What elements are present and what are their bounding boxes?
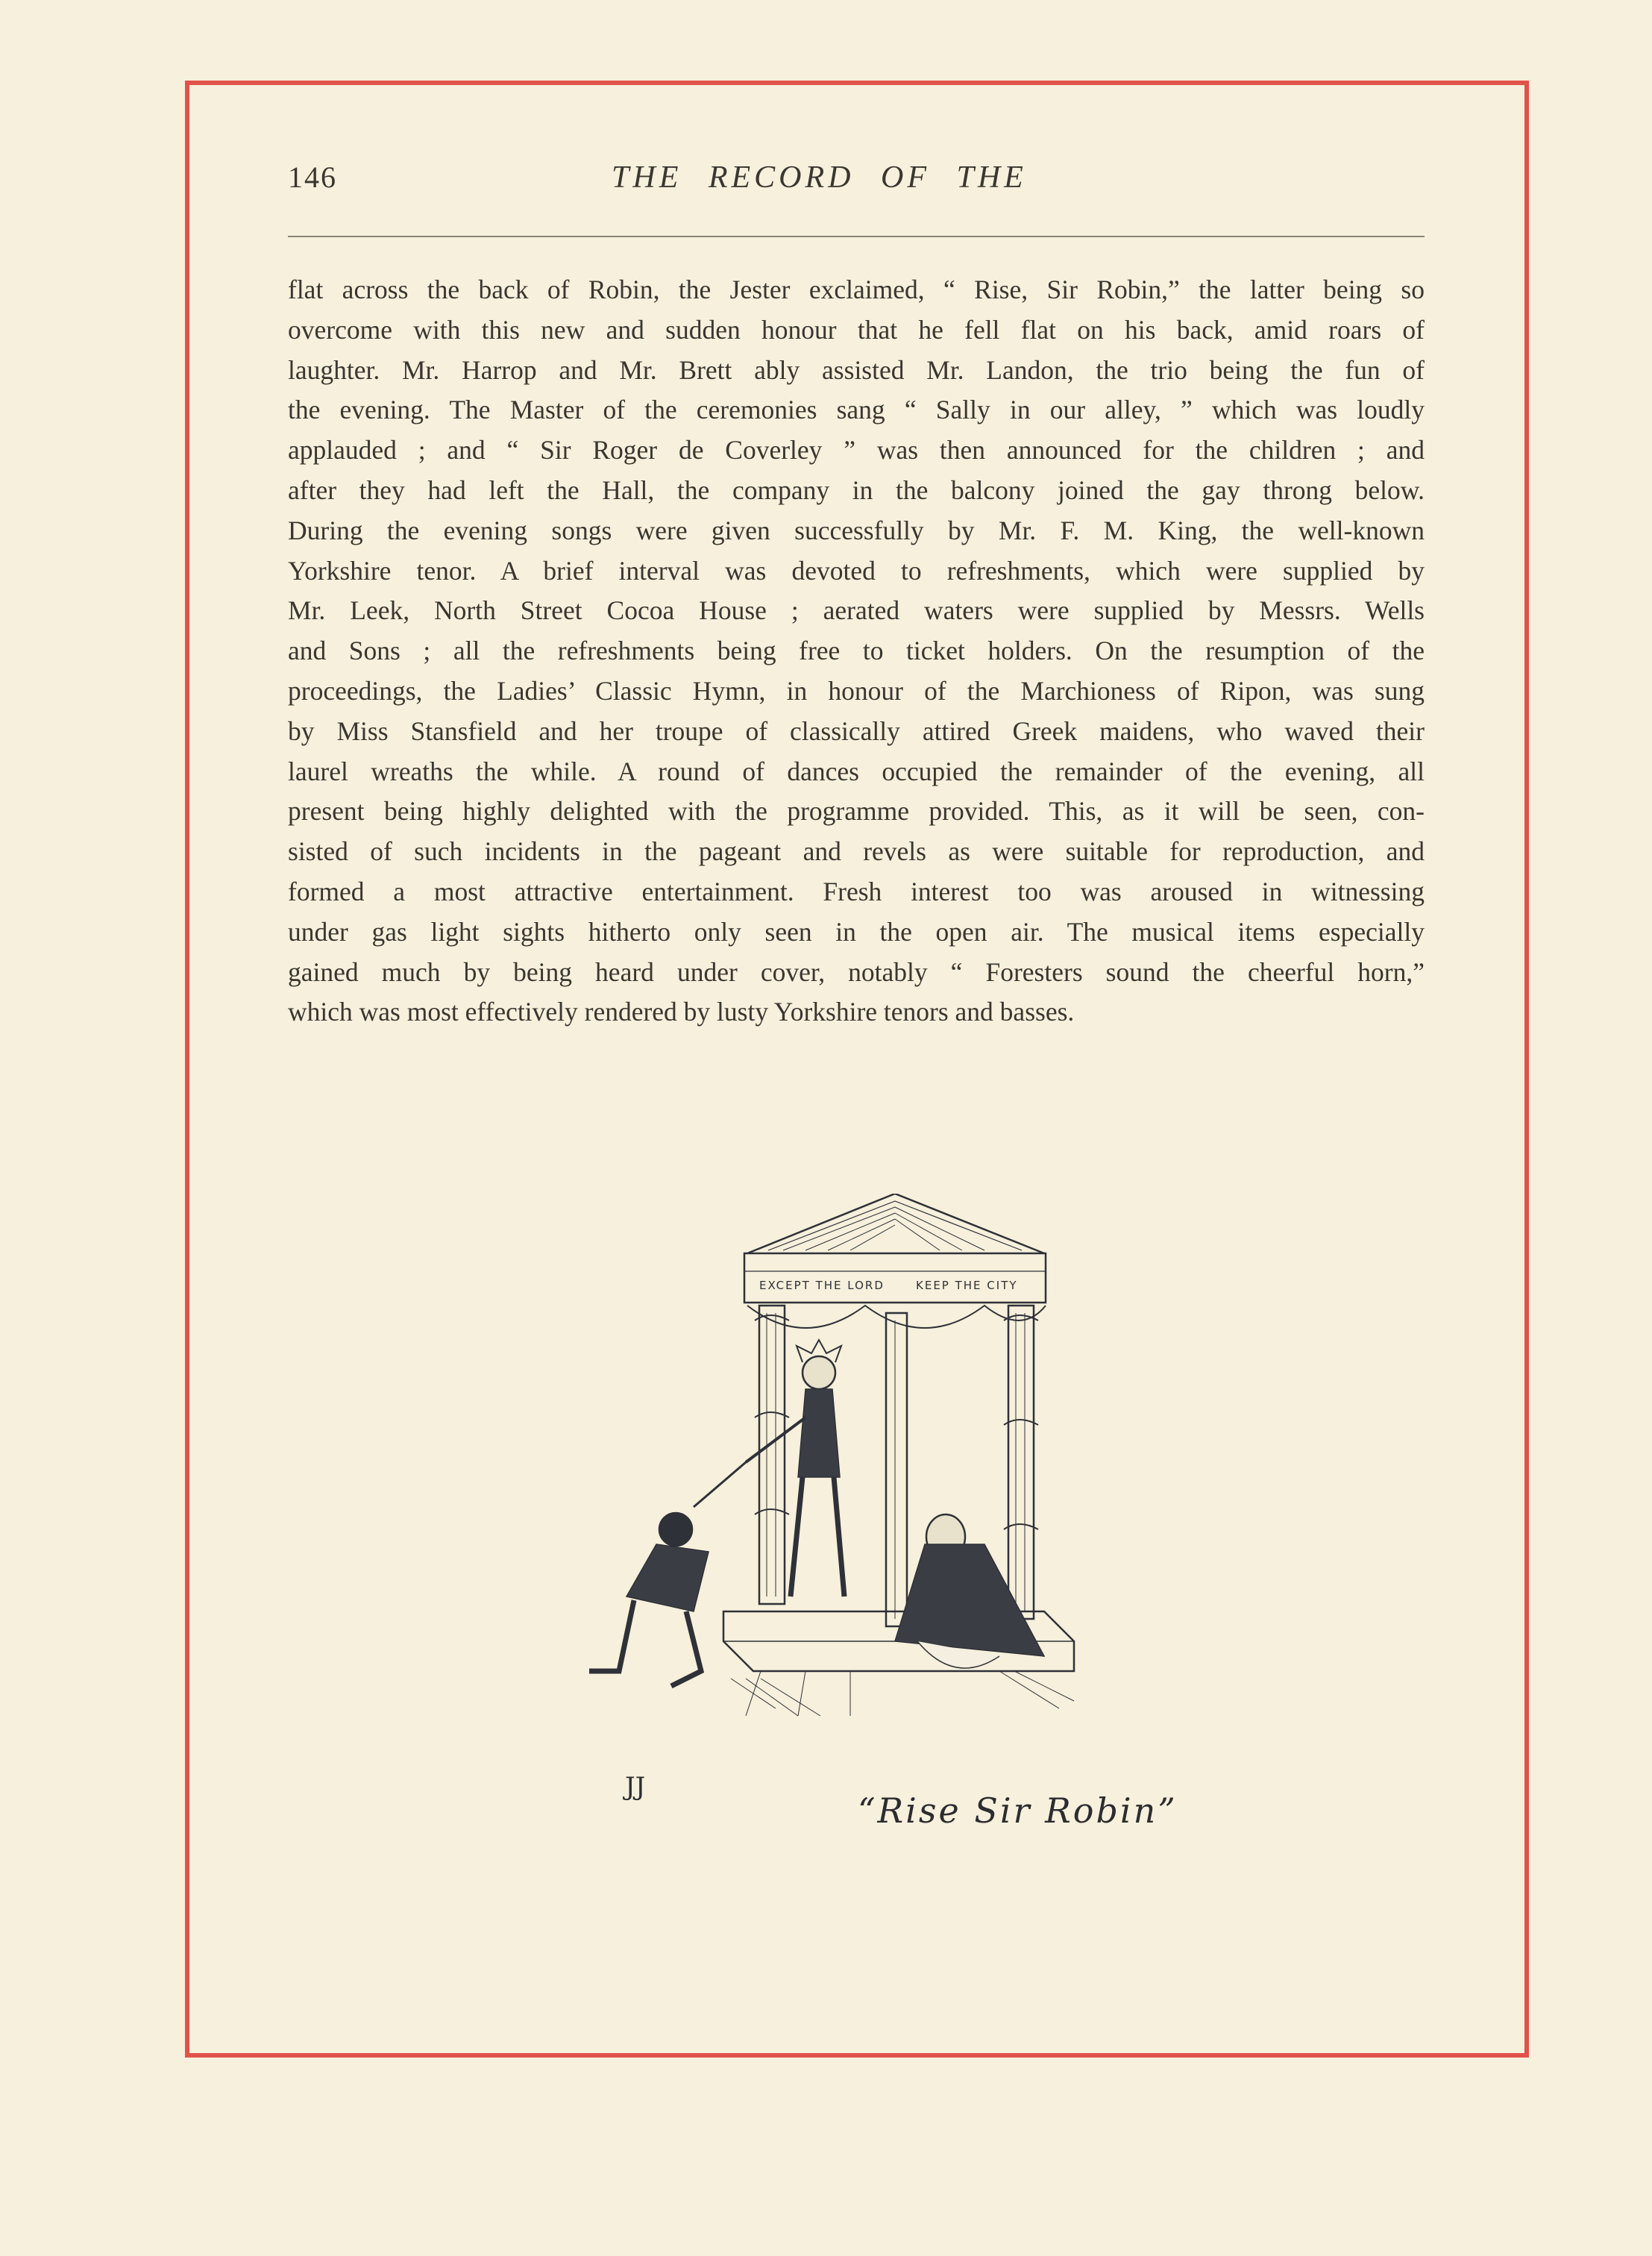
canopy-entablature	[744, 1253, 1046, 1303]
text-line: overcome with this new and sudden honour that he fell flat on his back, amid roars of	[288, 314, 1425, 345]
page-number: 146	[288, 160, 337, 194]
text-line: applauded ; and “ Sir Roger de Coverley ” was then announced for the children ; and	[288, 435, 1425, 466]
canopy-inscription-left: EXCEPT THE LORD	[759, 1279, 885, 1292]
text-line: Yorkshire tenor. A brief interval was devoted to refreshments, which were supplied by	[288, 555, 1425, 586]
canopy-drawing	[582, 1194, 1119, 1805]
text-line: present being highly delighted with the programme provided. This, as it will be seen, con-	[288, 796, 1425, 827]
canopy-inscription-right: KEEP THE CITY	[916, 1279, 1018, 1292]
text-line: proceedings, the Ladies’ Classic Hymn, in honour of the Marchioness of Ripon, was sung	[288, 675, 1425, 706]
illustration-caption: “Rise Sir Robin”	[858, 1790, 1178, 1831]
kneeling-figure	[589, 1513, 709, 1686]
drapery-swag	[747, 1306, 1046, 1328]
text-line: laurel wreaths the while. A round of dances occupied the remainder of the evening, all	[288, 756, 1425, 786]
text-line: the evening. The Master of the ceremonies sang “ Sally in our alley, ” which was loudly	[288, 395, 1425, 425]
text-line: and Sons ; all the refreshments being free to ticket holders. On the resumption of the	[288, 636, 1425, 666]
text-line: laughter. Mr. Harrop and Mr. Brett ably assisted Mr. Landon, the trio being the fun of	[288, 354, 1425, 385]
text-line: formed a most attractive entertainment. Fresh interest too was aroused in witnessing	[288, 876, 1425, 906]
text-line: gained much by being heard under cover, notably “ Foresters sound the cheerful horn,”	[288, 956, 1425, 987]
bearded-figure	[895, 1514, 1044, 1668]
right-column	[1004, 1306, 1038, 1619]
jester-figure	[694, 1340, 844, 1597]
text-line: under gas light sights hitherto only seen in the open air. The musical items especially	[288, 916, 1425, 947]
text-line: Mr. Leek, North Street Cocoa House ; aerated waters were supplied by Messrs. Wells	[288, 595, 1425, 626]
text-line: after they had left the Hall, the company in the balcony joined the gay throng below.	[288, 474, 1425, 505]
artist-monogram: JJ	[625, 1772, 646, 1802]
text-line: During the evening songs were given successfully by Mr. F. M. King, the well-known	[288, 515, 1425, 545]
text-line: sisted of such incidents in the pageant and revels as were suitable for reproduction, and	[288, 836, 1425, 867]
text-line: flat across the back of Robin, the Jester exclaimed, “ Rise, Sir Robin,” the latter being so	[288, 275, 1425, 304]
middle-column	[886, 1313, 907, 1626]
running-title: THE RECORD OF THE	[612, 160, 1027, 195]
header-rule	[288, 236, 1425, 237]
text-line-last: which was most effectively rendered by lusty Yorkshire tenors and basses.	[288, 997, 1075, 1027]
sword	[694, 1462, 746, 1507]
body-text	[288, 270, 1425, 1033]
canopy-roof	[747, 1194, 1044, 1253]
left-column	[755, 1306, 789, 1604]
text-line: by Miss Stansfield and her troupe of classically attired Greek maidens, who waved their	[288, 715, 1425, 746]
illustration-rise-sir-robin	[582, 1194, 1119, 1805]
